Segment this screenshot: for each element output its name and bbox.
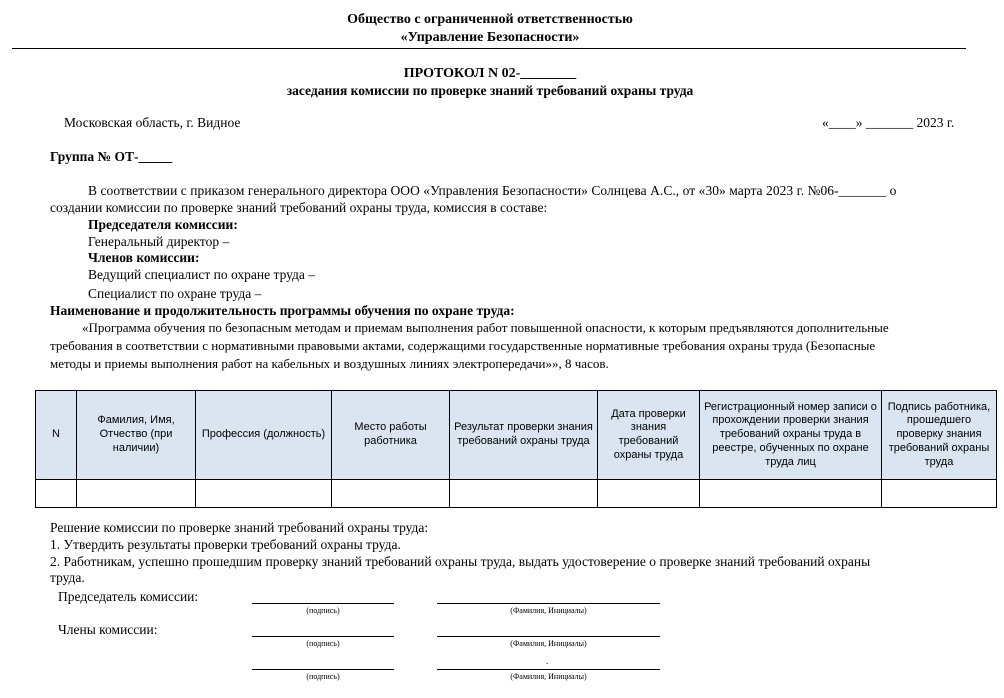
decision-item-2: 2. Работникам, успешно прошедшим проверку знаний требований охраны труда, выдать удостоверение о проверке знаний требований охраны — [50, 554, 871, 569]
col-header-number: N — [36, 391, 77, 480]
table-cell[interactable] — [332, 480, 450, 508]
chair-signature-line[interactable] — [252, 603, 394, 604]
table-row — [36, 480, 997, 508]
date: «____» _______ 2023 г. — [822, 115, 955, 130]
org-name-line2: «Управление Безопасности» — [400, 30, 580, 45]
member1-signature-caption: (подпись) — [306, 639, 340, 648]
col-header-signature: Подпись работника, прошедшего проверку знания требований охраны труда — [882, 391, 997, 480]
program-label: Наименование и продолжительность программы обучения по охране труда: — [50, 303, 515, 318]
member2-name-line[interactable] — [437, 669, 660, 670]
program-line1: «Программа обучения по безопасным методам и приемам выполнения работ повышенной опасности, к которым предъявляются дополнительные — [82, 320, 889, 335]
table-cell[interactable] — [700, 480, 882, 508]
chair-signature-caption: (подпись) — [306, 606, 340, 615]
col-header-result: Результат проверки знания требований охраны труда — [450, 391, 598, 480]
col-header-profession: Профессия (должность) — [196, 391, 332, 480]
decision-heading: Решение комиссии по проверке знаний требований охраны труда: — [50, 520, 429, 535]
chair-signature-label: Председатель комиссии: — [58, 589, 199, 604]
org-name-line1: Общество с ограниченной ответственностью — [347, 12, 633, 27]
place: Московская область, г. Видное — [64, 115, 241, 130]
table-cell[interactable] — [882, 480, 997, 508]
group-number: Группа № ОТ-_____ — [50, 149, 173, 164]
col-header-workplace: Место работы работника — [332, 391, 450, 480]
member-2: Специалист по охране труда – — [88, 286, 262, 301]
intro-line1: В соответствии с приказом генерального директора ООО «Управления Безопасности» Солнцева А.С., от «30» марта 2023 г. №06-_______ о — [88, 183, 897, 198]
member2-signature-line[interactable] — [252, 669, 394, 670]
member1-signature-line[interactable] — [252, 636, 394, 637]
header-divider — [12, 48, 966, 49]
decision-item-1: 1. Утвердить результаты проверки требований охраны труда. — [50, 537, 401, 552]
member1-name-line[interactable] — [437, 636, 660, 637]
members-signature-label: Члены комиссии: — [58, 622, 158, 637]
table-cell[interactable] — [450, 480, 598, 508]
decision-item-2-cont: труда. — [50, 570, 85, 585]
chair-label: Председателя комиссии: — [88, 217, 238, 232]
chair-name-caption: (Фамилия, Инициалы) — [510, 606, 587, 615]
dot-mark: . — [546, 656, 549, 666]
protocol-subtitle: заседания комиссии по проверке знаний требований охраны труда — [286, 83, 694, 98]
col-header-date: Дата проверки знания требований охраны труда — [598, 391, 700, 480]
table-cell[interactable] — [36, 480, 77, 508]
program-line3: методы и приемы выполнения работ на кабельных и воздушных линиях электропередачи»», 8 часов. — [50, 356, 609, 371]
program-line2: требования в соответствии с нормативными правовыми актами, содержащими государственные нормативные требования охраны труда (Безопасные — [50, 338, 876, 353]
intro-line2: создании комиссии по проверке знаний требований охраны труда, комиссия в составе: — [50, 200, 548, 215]
members-label: Членов комиссии: — [88, 250, 200, 265]
member2-name-caption: (Фамилия, Инициалы) — [510, 672, 587, 681]
table-cell[interactable] — [77, 480, 196, 508]
participants-table — [35, 390, 997, 508]
member-1: Ведущий специалист по охране труда – — [88, 267, 316, 282]
table-cell[interactable] — [196, 480, 332, 508]
protocol-title: ПРОТОКОЛ N 02-________ — [403, 66, 577, 81]
table-header-row — [36, 391, 997, 480]
chair-role: Генеральный директор – — [88, 234, 230, 249]
chair-name-line[interactable] — [437, 603, 660, 604]
col-header-fio: Фамилия, Имя, Отчество (при наличии) — [77, 391, 196, 480]
table-cell[interactable] — [598, 480, 700, 508]
member2-signature-caption: (подпись) — [306, 672, 340, 681]
member1-name-caption: (Фамилия, Инициалы) — [510, 639, 587, 648]
col-header-reg-number: Регистрационный номер записи о прохождении проверки знания требований охраны труда в реестре, обученных по охране труда лиц — [700, 391, 882, 480]
